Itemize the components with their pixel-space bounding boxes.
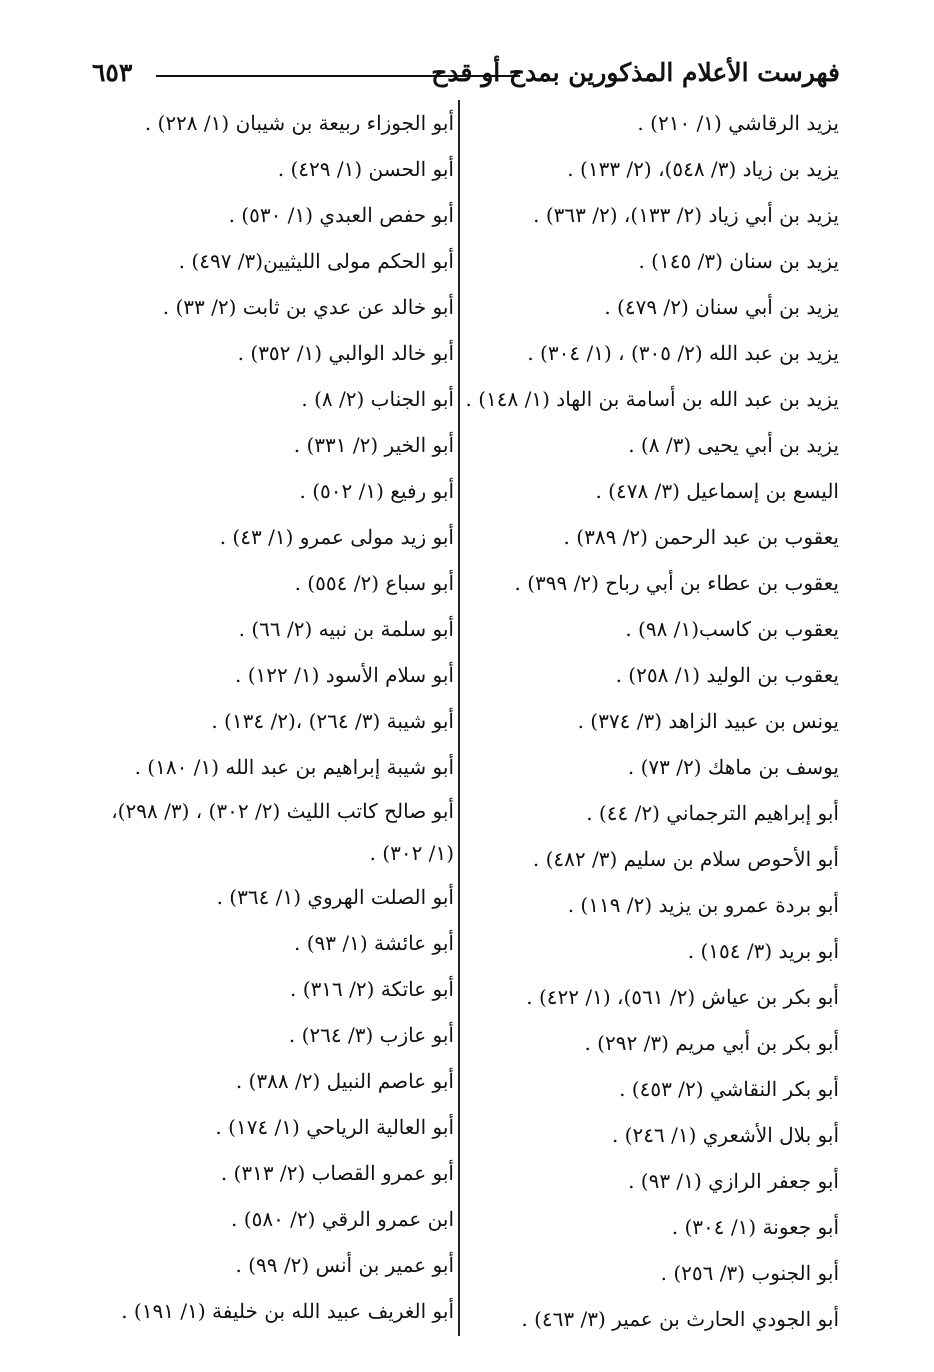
index-entry: أبو الخير (٢/ ٣٣١) .	[293, 433, 454, 457]
index-entry: يوسف بن ماهك (٢/ ٧٣) .	[627, 755, 839, 779]
index-entry: يونس بن عبيد الزاهد (٣/ ٣٧٤) .	[577, 709, 839, 733]
index-entry: أبو جعفر الرازي (١/ ٩٣) .	[628, 1169, 839, 1193]
index-entry: أبو سلمة بن نبيه (٢/ ٦٦) .	[238, 617, 454, 641]
index-entry: أبو الجنوب (٣/ ٢٥٦) .	[660, 1261, 839, 1285]
index-entry: يزيد بن أبي زياد (٢/ ١٣٣)، (٢/ ٣٦٣) .	[533, 203, 839, 227]
page-number: ٦٥٣	[92, 58, 133, 87]
index-entry: أبو حفص العبدي (١/ ٥٣٠) .	[228, 203, 454, 227]
page-title: فهرست الأعلام المذكورين بمدح أو قدح	[431, 58, 840, 87]
index-entry: أبو رفيع (١/ ٥٠٢) .	[299, 479, 454, 503]
index-entry: أبو بكر بن عياش (٢/ ٥٦١)، (١/ ٤٢٢) .	[526, 985, 839, 1009]
index-entry: يزيد الرقاشي (١/ ٢١٠) .	[637, 111, 839, 135]
index-entry: يزيد بن عبد الله (٢/ ٣٠٥) ، (١/ ٣٠٤) .	[527, 341, 839, 365]
index-entry: أبو خالد الوالبي (١/ ٣٥٢) .	[237, 341, 454, 365]
index-entry: أبو الحسن (١/ ٤٢٩) .	[277, 157, 454, 181]
index-entry: أبو بريد (٣/ ١٥٤) .	[687, 939, 839, 963]
index-entry: أبو عمير بن أنس (٢/ ٩٩) .	[235, 1253, 454, 1277]
index-entry: أبو بكر النقاشي (٢/ ٤٥٣) .	[619, 1077, 839, 1101]
index-entry: أبو عائشة (١/ ٩٣) .	[293, 931, 454, 955]
index-entry: أبو عازب (٣/ ٢٦٤) .	[288, 1023, 454, 1047]
index-entry: أبو إبراهيم الترجماني (٢/ ٤٤) .	[586, 801, 839, 825]
index-entry: أبو صالح كاتب الليث (٢/ ٣٠٢) ، (٣/ ٢٩٨)، (١/ ٣٠٢) .	[111, 799, 454, 865]
index-entry: أبو الحكم مولى الليثيين(٣/ ٤٩٧) .	[178, 249, 454, 273]
index-entry: أبو شيبة إبراهيم بن عبد الله (١/ ١٨٠) .	[134, 755, 454, 779]
left-column	[99, 100, 454, 1334]
index-entry: اليسع بن إسماعيل (٣/ ٤٧٨) .	[595, 479, 839, 503]
index-entry: يعقوب بن عبد الرحمن (٢/ ٣٨٩) .	[563, 525, 839, 549]
index-entry: يعقوب بن عطاء بن أبي رباح (٢/ ٣٩٩) .	[514, 571, 839, 595]
index-entry: يزيد بن عبد الله بن أسامة بن الهاد (١/ ١٤٨) .	[465, 387, 839, 411]
index-entry: أبو جعونة (١/ ٣٠٤) .	[671, 1215, 839, 1239]
index-entry: أبو الغريف عبيد الله بن خليفة (١/ ١٩١) .	[121, 1299, 454, 1323]
index-entry: أبو خالد عن عدي بن ثابت (٢/ ٣٣) .	[162, 295, 454, 319]
index-entry: يعقوب بن كاسب(١/ ٩٨) .	[625, 617, 839, 641]
index-entry: أبو عمرو القصاب (٢/ ٣١٣) .	[220, 1161, 454, 1185]
index-entry: يزيد بن زياد (٣/ ٥٤٨)، (٢/ ١٣٣) .	[567, 157, 839, 181]
index-entry: أبو عاصم النبيل (٢/ ٣٨٨) .	[235, 1069, 454, 1093]
index-entry: أبو الأحوص سلام بن سليم (٣/ ٤٨٢) .	[532, 847, 839, 871]
index-entry: أبو الجودي الحارث بن عمير (٣/ ٤٦٣) .	[521, 1307, 839, 1331]
column-divider	[458, 100, 460, 1336]
index-entry: أبو العالية الرياحي (١/ ١٧٤) .	[215, 1115, 454, 1139]
page-header	[92, 56, 840, 96]
index-entry: أبو بردة عمرو بن يزيد (٢/ ١١٩) .	[567, 893, 839, 917]
index-entry: ابن عمرو الرقي (٢/ ٥٨٠) .	[231, 1207, 454, 1231]
index-entry: يزيد بن سنان (٣/ ١٤٥) .	[638, 249, 839, 273]
index-entry: يزيد بن أبي يحيى (٣/ ٨) .	[628, 433, 839, 457]
index-entry: أبو بكر بن أبي مريم (٣/ ٢٩٢) .	[584, 1031, 839, 1055]
index-entry: أبو الجوزاء ربيعة بن شيبان (١/ ٢٢٨) .	[144, 111, 454, 135]
index-entry: يعقوب بن الوليد (١/ ٢٥٨) .	[615, 663, 839, 687]
index-entry: أبو شيبة (٣/ ٢٦٤) ،(٢/ ١٣٤) .	[211, 709, 454, 733]
index-entry: أبو بلال الأشعري (١/ ٢٤٦) .	[611, 1123, 839, 1147]
index-entry: أبو الجناب (٢/ ٨) .	[301, 387, 454, 411]
index-entry: أبو زيد مولى عمرو (١/ ٤٣) .	[219, 525, 454, 549]
right-column	[465, 100, 839, 1342]
index-entry: أبو سباع (٢/ ٥٥٤) .	[294, 571, 454, 595]
index-entry: أبو الصلت الهروي (١/ ٣٦٤) .	[216, 885, 454, 909]
index-entry: أبو سلام الأسود (١/ ١٢٢) .	[235, 663, 454, 687]
index-entry: أبو عاتكة (٢/ ٣١٦) .	[290, 977, 454, 1001]
header-rule	[156, 75, 520, 77]
index-entry: يزيد بن أبي سنان (٢/ ٤٧٩) .	[604, 295, 839, 319]
